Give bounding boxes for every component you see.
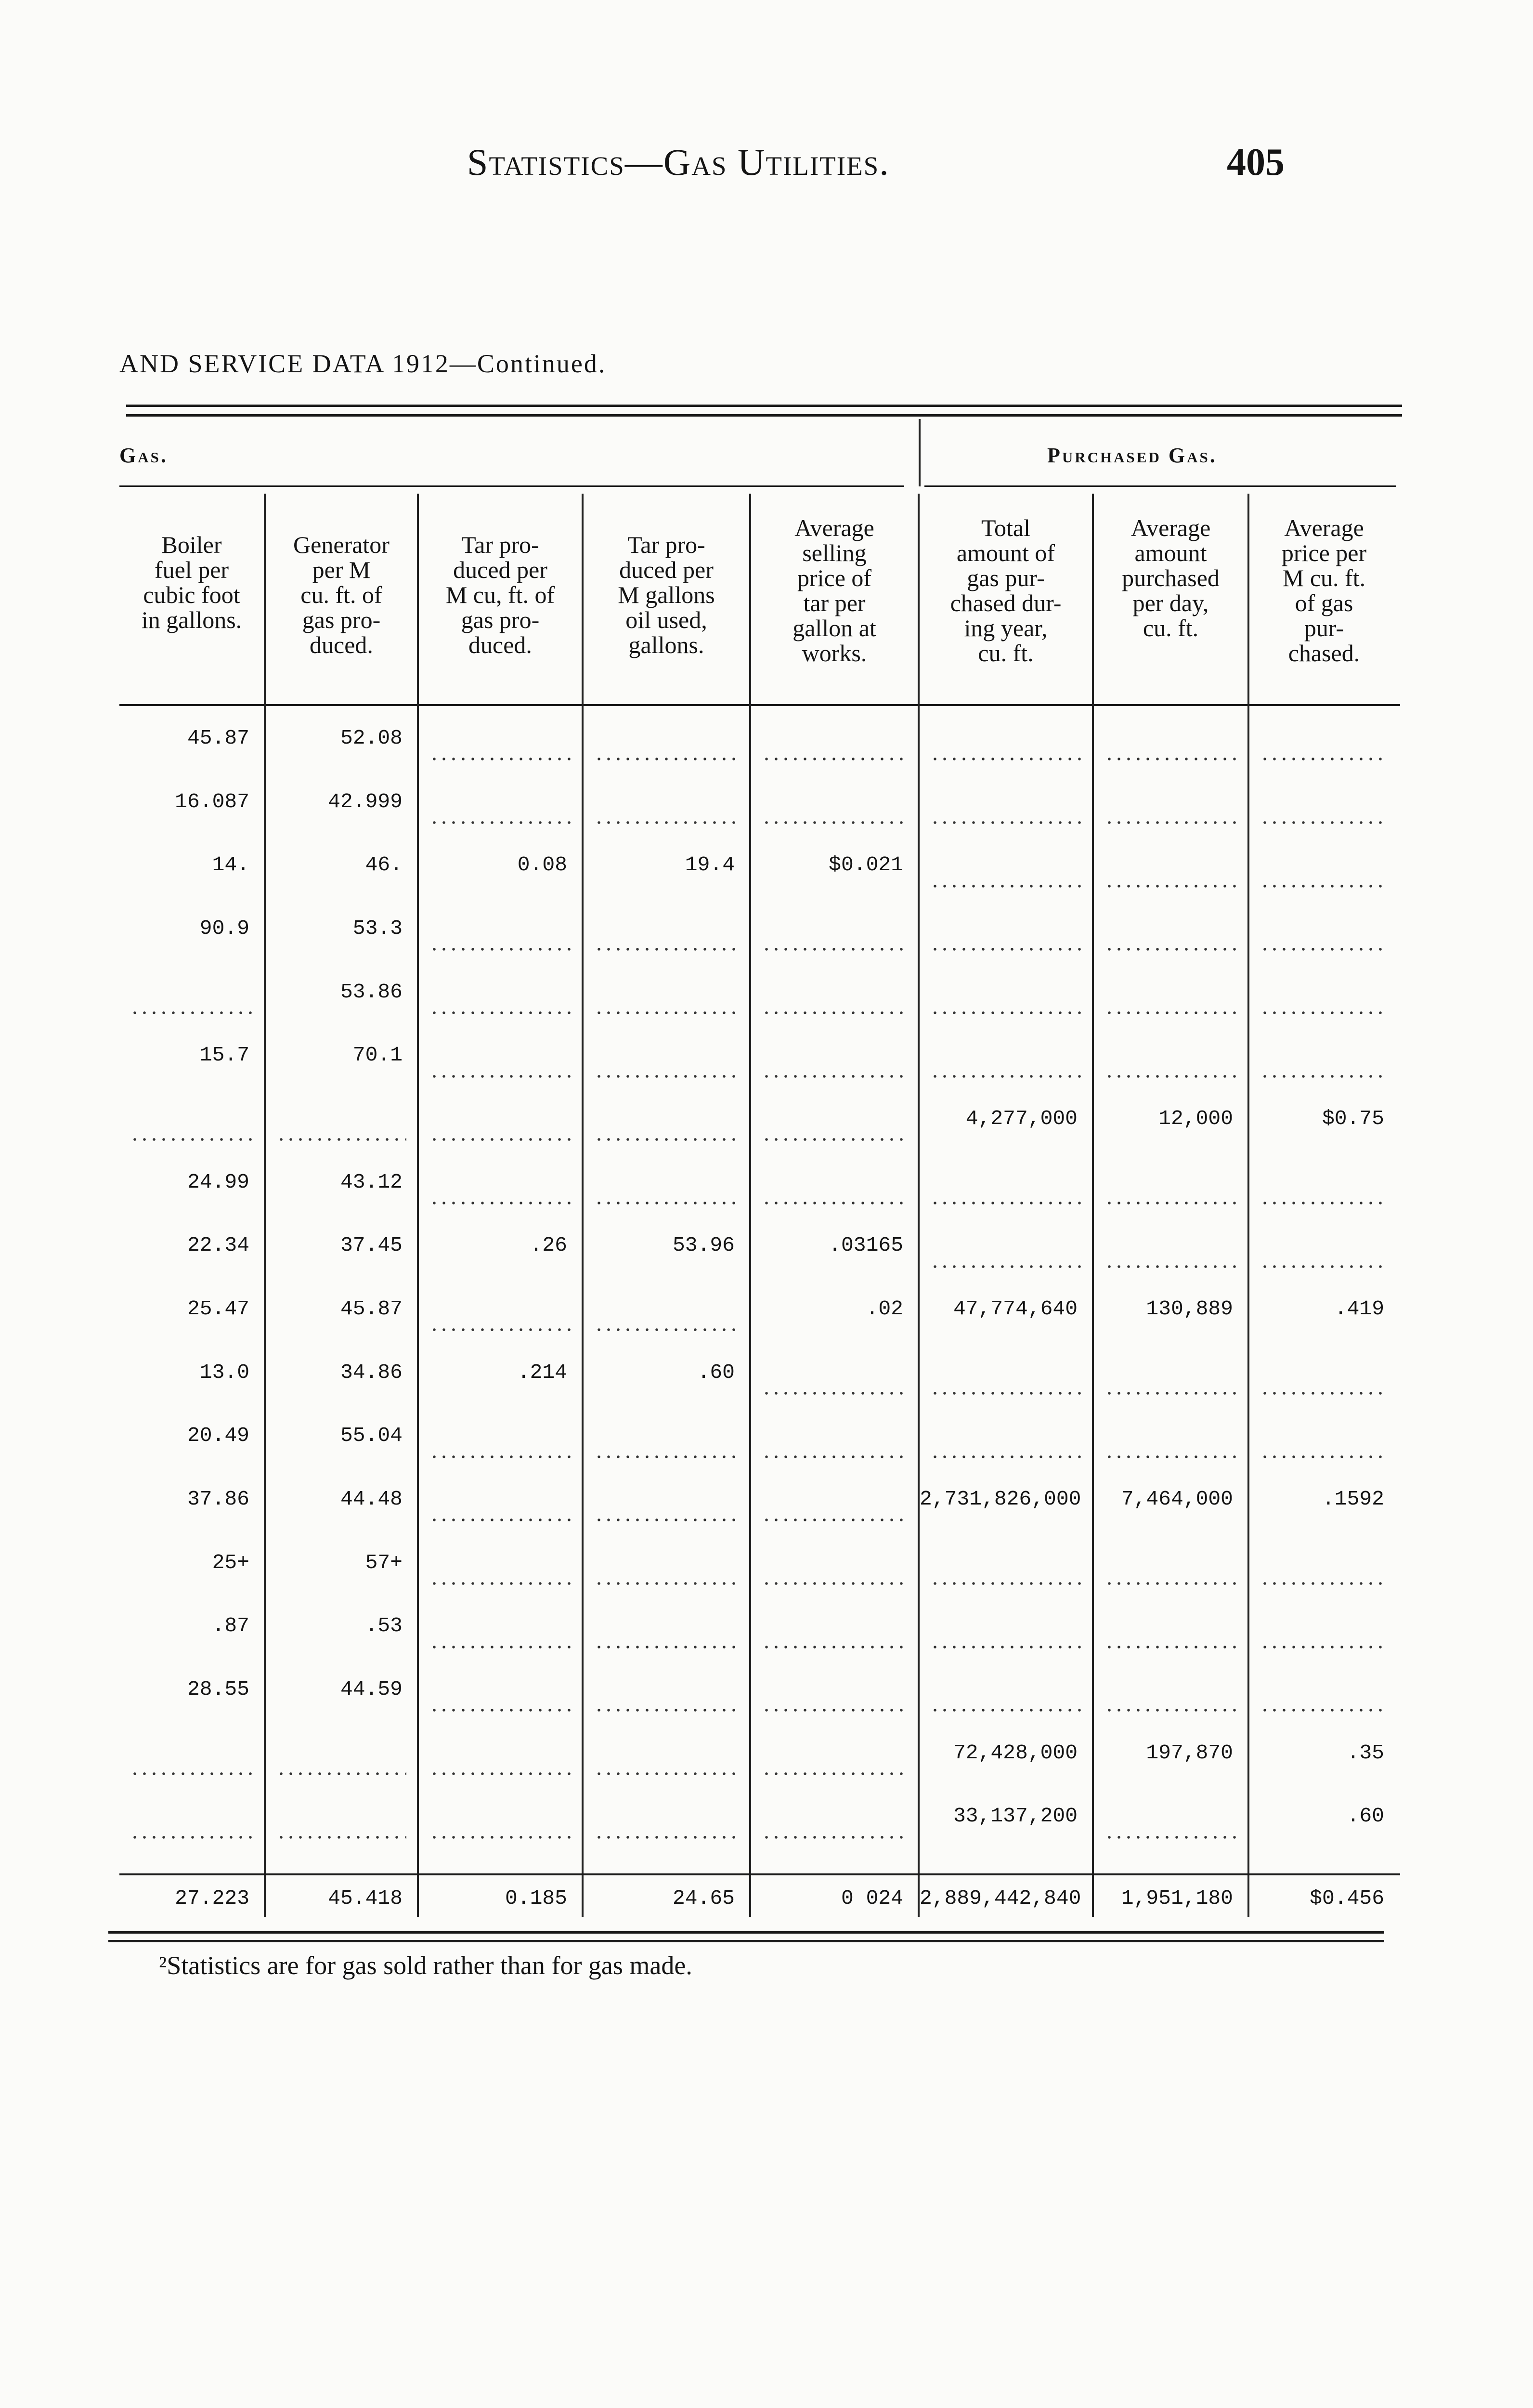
cell-generator: 46. <box>365 853 403 877</box>
total-tar-per-oil: 24.65 <box>672 1886 735 1910</box>
gas-group-rule <box>119 485 904 487</box>
leader-dots <box>594 1835 739 1839</box>
leader-dots <box>1260 1455 1388 1459</box>
cell-generator: 34.86 <box>340 1360 403 1384</box>
leader-dots <box>429 757 571 761</box>
leader-dots <box>594 1708 739 1712</box>
cell-total-purchased: 72,428,000 <box>953 1741 1078 1765</box>
leader-dots <box>1260 1201 1388 1205</box>
footnote: ²Statistics are for gas sold rather than for gas made. <box>159 1951 692 1980</box>
cell-tar-price: $0.021 <box>829 853 903 877</box>
column-header-avg-price: Average price per M cu. ft. of gas pur- chased. <box>1281 514 1367 667</box>
cell-total-purchased: 33,137,200 <box>953 1804 1078 1828</box>
leader-dots <box>429 1201 571 1205</box>
cell-tar-per-gas: .214 <box>517 1360 567 1384</box>
leader-dots <box>130 1138 253 1141</box>
total-avg-price: $0.456 <box>1310 1886 1384 1910</box>
leader-dots <box>594 1518 739 1522</box>
cell-boiler-fuel: 22.34 <box>187 1233 249 1257</box>
leader-dots <box>429 1011 571 1015</box>
totals-rule <box>119 1873 1400 1875</box>
cell-generator: 43.12 <box>340 1170 403 1194</box>
cell-generator: 37.45 <box>340 1233 403 1257</box>
cell-generator: 45.87 <box>340 1297 403 1321</box>
top-rule <box>126 405 1402 407</box>
leader-dots <box>762 1708 907 1712</box>
cell-total-purchased: 2,731,826,000 <box>920 1487 1081 1511</box>
column-header-boiler-fuel: Boiler fuel per cubic foot in gallons. <box>141 531 242 633</box>
cell-boiler-fuel: 24.99 <box>187 1170 249 1194</box>
cell-generator: 57+ <box>365 1550 403 1574</box>
leader-dots <box>930 821 1081 824</box>
leader-dots <box>1260 821 1388 824</box>
leader-dots <box>594 1645 739 1649</box>
leader-dots <box>930 1455 1081 1459</box>
leader-dots <box>276 1835 406 1839</box>
leader-dots <box>130 1011 253 1015</box>
column-header-generator: Generator per M cu. ft. of gas pro- duced. <box>293 531 390 658</box>
cell-boiler-fuel: 20.49 <box>187 1424 249 1448</box>
cell-boiler-fuel: 15.7 <box>199 1043 249 1067</box>
purchased-group-rule <box>924 485 1396 487</box>
leader-dots <box>429 1074 571 1078</box>
cell-boiler-fuel: 37.86 <box>187 1487 249 1511</box>
cell-boiler-fuel: 13.0 <box>199 1360 249 1384</box>
cell-avg-price: .60 <box>1347 1804 1384 1828</box>
leader-dots <box>429 1582 571 1585</box>
leader-dots <box>930 757 1081 761</box>
leader-dots <box>1260 884 1388 888</box>
leader-dots <box>1104 1645 1237 1649</box>
leader-dots <box>762 1138 907 1141</box>
leader-dots <box>594 821 739 824</box>
cell-total-purchased: 4,277,000 <box>965 1107 1078 1130</box>
leader-dots <box>594 1201 739 1205</box>
leader-dots <box>1104 757 1237 761</box>
leader-dots <box>594 1074 739 1078</box>
leader-dots <box>930 1391 1081 1395</box>
leader-dots <box>594 757 739 761</box>
leader-dots <box>1260 947 1388 951</box>
column-header-avg-per-day: Average amount purchased per day, cu. ft. <box>1122 514 1220 641</box>
column-divider <box>417 494 419 1917</box>
bottom-rule-2 <box>108 1940 1384 1942</box>
leader-dots <box>130 1772 253 1776</box>
cell-generator: 53.86 <box>340 980 403 1004</box>
cell-generator: 44.48 <box>340 1487 403 1511</box>
leader-dots <box>1260 757 1388 761</box>
bottom-rule <box>108 1931 1384 1934</box>
group-purchased-label: Purchased Gas. <box>1047 444 1217 467</box>
cell-generator: 53.3 <box>352 916 403 940</box>
leader-dots <box>429 1835 571 1839</box>
column-header-tar-per-oil: Tar pro- duced per M gallons oil used, gallons. <box>618 531 715 658</box>
cell-boiler-fuel: 90.9 <box>199 916 249 940</box>
cell-boiler-fuel: 28.55 <box>187 1677 249 1701</box>
cell-generator: 42.999 <box>328 789 403 813</box>
cell-tar-per-oil: 53.96 <box>672 1233 735 1257</box>
leader-dots <box>930 1265 1081 1269</box>
leader-dots <box>1104 1835 1237 1839</box>
cell-avg-per-day: 197,870 <box>1146 1741 1233 1765</box>
leader-dots <box>276 1772 406 1776</box>
page-number: 405 <box>1227 141 1285 183</box>
leader-dots <box>762 1518 907 1522</box>
cell-tar-per-oil: 19.4 <box>685 853 735 877</box>
leader-dots <box>1104 1201 1237 1205</box>
leader-dots <box>762 1772 907 1776</box>
column-divider <box>1092 494 1094 1917</box>
cell-avg-per-day: 130,889 <box>1146 1297 1233 1321</box>
cell-avg-per-day: 7,464,000 <box>1121 1487 1233 1511</box>
leader-dots <box>1104 884 1237 888</box>
leader-dots <box>1104 947 1237 951</box>
cell-avg-price: $0.75 <box>1322 1107 1384 1130</box>
leader-dots <box>1260 1645 1388 1649</box>
column-divider <box>1247 494 1249 1917</box>
leader-dots <box>762 757 907 761</box>
leader-dots <box>762 1201 907 1205</box>
leader-dots <box>762 947 907 951</box>
leader-dots <box>594 1455 739 1459</box>
cell-tar-price: .02 <box>866 1297 903 1321</box>
leader-dots <box>930 1582 1081 1585</box>
leader-dots <box>1104 1708 1237 1712</box>
top-rule-2 <box>126 414 1402 417</box>
leader-dots <box>930 1074 1081 1078</box>
leader-dots <box>594 947 739 951</box>
leader-dots <box>594 1011 739 1015</box>
column-divider <box>918 494 920 1917</box>
column-divider <box>582 494 584 1917</box>
cell-boiler-fuel: 14. <box>212 853 249 877</box>
cell-boiler-fuel: .87 <box>212 1614 249 1638</box>
cell-generator: 52.08 <box>340 726 403 750</box>
leader-dots <box>1104 821 1237 824</box>
leader-dots <box>276 1138 406 1141</box>
leader-dots <box>429 821 571 824</box>
column-divider <box>264 494 266 1917</box>
group-gas-label: Gas. <box>119 444 168 467</box>
total-tar-price: 0 024 <box>841 1886 903 1910</box>
cell-generator: 70.1 <box>352 1043 403 1067</box>
leader-dots <box>1260 1074 1388 1078</box>
cell-avg-price: .419 <box>1334 1297 1384 1321</box>
leader-dots <box>594 1328 739 1332</box>
leader-dots <box>762 1455 907 1459</box>
leader-dots <box>762 1074 907 1078</box>
column-header-total-purchased: Total amount of gas pur- chased dur- ing year, cu. ft. <box>950 514 1062 667</box>
total-generator: 45.418 <box>328 1886 403 1910</box>
leader-dots <box>429 1708 571 1712</box>
leader-dots <box>930 1201 1081 1205</box>
leader-dots <box>1260 1391 1388 1395</box>
leader-dots <box>1104 1455 1237 1459</box>
leader-dots <box>762 1835 907 1839</box>
leader-dots <box>930 1708 1081 1712</box>
column-header-tar-price: Average selling price of tar per gallon at works. <box>792 514 876 667</box>
leader-dots <box>762 1582 907 1585</box>
header-rule <box>119 704 1400 706</box>
leader-dots <box>930 884 1081 888</box>
leader-dots <box>429 1455 571 1459</box>
cell-boiler-fuel: 25+ <box>212 1550 249 1574</box>
cell-boiler-fuel: 45.87 <box>187 726 249 750</box>
leader-dots <box>130 1835 253 1839</box>
leader-dots <box>429 1328 571 1332</box>
leader-dots <box>1260 1011 1388 1015</box>
leader-dots <box>930 1645 1081 1649</box>
leader-dots <box>762 1645 907 1649</box>
total-boiler-fuel: 27.223 <box>175 1886 249 1910</box>
total-total-purchased: 2,889,442,840 <box>920 1886 1081 1910</box>
cell-boiler-fuel: 16.087 <box>175 789 249 813</box>
leader-dots <box>1260 1708 1388 1712</box>
leader-dots <box>429 1518 571 1522</box>
running-title: Statistics—Gas Utilities. <box>467 141 890 183</box>
leader-dots <box>930 947 1081 951</box>
cell-tar-per-oil: .60 <box>697 1360 735 1384</box>
cell-boiler-fuel: 25.47 <box>187 1297 249 1321</box>
leader-dots <box>762 821 907 824</box>
leader-dots <box>1104 1011 1237 1015</box>
leader-dots <box>1104 1582 1237 1585</box>
leader-dots <box>429 1138 571 1141</box>
leader-dots <box>1260 1265 1388 1269</box>
cell-tar-per-gas: .26 <box>530 1233 567 1257</box>
page-header <box>0 141 1533 198</box>
cell-generator: 44.59 <box>340 1677 403 1701</box>
cell-avg-per-day: 12,000 <box>1158 1107 1233 1130</box>
leader-dots <box>762 1011 907 1015</box>
leader-dots <box>1104 1265 1237 1269</box>
leader-dots <box>1104 1391 1237 1395</box>
leader-dots <box>594 1138 739 1141</box>
leader-dots <box>930 1011 1081 1015</box>
column-header-tar-per-gas: Tar pro- duced per M cu, ft. of gas pro- duced. <box>445 531 555 658</box>
cell-avg-price: .35 <box>1347 1741 1384 1765</box>
leader-dots <box>594 1772 739 1776</box>
group-divider <box>919 419 921 486</box>
cell-avg-price: .1592 <box>1322 1487 1384 1511</box>
cell-tar-per-gas: 0.08 <box>517 853 567 877</box>
total-avg-per-day: 1,951,180 <box>1121 1886 1233 1910</box>
total-tar-per-gas: 0.185 <box>505 1886 567 1910</box>
leader-dots <box>429 1772 571 1776</box>
leader-dots <box>1260 1582 1388 1585</box>
leader-dots <box>762 1391 907 1395</box>
table-caption: AND SERVICE DATA 1912—Continued. <box>119 349 607 378</box>
leader-dots <box>429 1645 571 1649</box>
leader-dots <box>429 947 571 951</box>
cell-total-purchased: 47,774,640 <box>953 1297 1078 1321</box>
cell-tar-price: .03165 <box>829 1233 903 1257</box>
leader-dots <box>594 1582 739 1585</box>
cell-generator: 55.04 <box>340 1424 403 1448</box>
cell-generator: .53 <box>365 1614 403 1638</box>
column-divider <box>749 494 751 1917</box>
leader-dots <box>1104 1074 1237 1078</box>
